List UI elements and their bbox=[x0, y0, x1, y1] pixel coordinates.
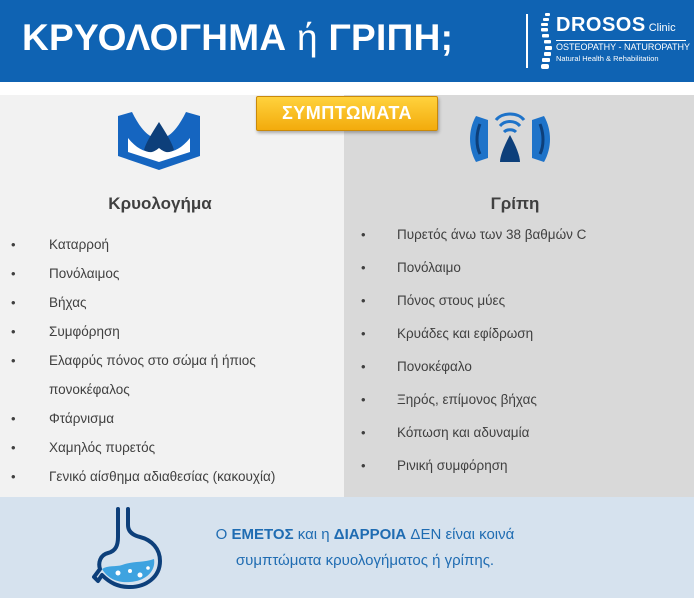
spine-icon bbox=[538, 12, 554, 70]
bullet-icon: • bbox=[11, 295, 16, 310]
bullet-icon: • bbox=[11, 411, 16, 426]
note-line-1: Ο ΕΜΕΤΟΣ και η ΔΙΑΡΡΟΙΑ ΔΕΝ είναι κοινά bbox=[215, 526, 515, 543]
stomach-icon bbox=[88, 505, 170, 593]
list-item-continuation: πονοκέφαλος bbox=[49, 382, 130, 397]
clinic-logo bbox=[538, 12, 691, 72]
flu-symptom-list bbox=[361, 221, 687, 485]
page-title bbox=[22, 10, 453, 66]
note-text bbox=[190, 522, 540, 574]
bullet-icon: • bbox=[361, 326, 366, 341]
bullet-icon: • bbox=[361, 458, 366, 473]
bullet-icon: • bbox=[11, 324, 16, 339]
list-item: • Ελαφρύς πόνος στο σώμα ή ήπιος bbox=[49, 346, 339, 375]
vomiting-emphasis: ΕΜΕΤΟΣ bbox=[231, 526, 294, 543]
diarrhea-emphasis: ΔΙΑΡΡΟΙΑ bbox=[333, 526, 407, 543]
list-item: • Συμφόρηση bbox=[49, 317, 339, 346]
bullet-icon: • bbox=[361, 260, 366, 275]
logo-name: DROSOS Clinic bbox=[556, 14, 676, 36]
list-item: • Πονόλαιμο bbox=[397, 254, 687, 287]
bullet-icon: • bbox=[11, 440, 16, 455]
nose-signal-icon bbox=[466, 102, 554, 172]
list-item: • Ρινική συμφόρηση bbox=[397, 452, 687, 485]
title-or: ή bbox=[297, 17, 318, 58]
bullet-icon: • bbox=[11, 237, 16, 252]
bullet-icon: • bbox=[361, 392, 366, 407]
list-item: • Πονόλαιμος bbox=[49, 259, 339, 288]
note-line-2: συμπτώματα κρυολογήματος ή γρίπης. bbox=[235, 552, 495, 569]
header-banner bbox=[0, 0, 694, 82]
cold-symptom-list bbox=[11, 230, 339, 491]
list-item: • Κρυάδες και εφίδρωση bbox=[397, 320, 687, 353]
title-flu: ΓΡΙΠΗ; bbox=[328, 17, 454, 58]
bullet-icon: • bbox=[11, 469, 16, 484]
list-item: • Πυρετός άνω των 38 βαθμών C bbox=[397, 221, 687, 254]
list-item: • Πονοκέφαλο bbox=[397, 353, 687, 386]
list-item: • Γενικό αίσθημα αδιαθεσίας (κακουχία) bbox=[49, 462, 339, 491]
bullet-icon: • bbox=[11, 266, 16, 281]
title-cold: ΚΡΥΟΛΟΓΗΜΑ bbox=[22, 17, 287, 58]
list-item: • Χαμηλός πυρετός bbox=[49, 433, 339, 462]
list-item: • Πόνος στους μύες bbox=[397, 287, 687, 320]
header-divider bbox=[526, 14, 528, 68]
logo-rule bbox=[556, 40, 686, 41]
bullet-icon: • bbox=[361, 227, 366, 242]
logo-tagline: OSTEOPATHY - NATUROPATHY bbox=[556, 42, 691, 52]
bullet-icon: • bbox=[11, 353, 16, 368]
flu-title: Γρίπη bbox=[490, 194, 540, 213]
list-item: • Κόπωση και αδυναμία bbox=[397, 419, 687, 452]
cold-title: Κρυολογήμα bbox=[108, 194, 212, 213]
logo-subtagline: Natural Health & Rehabilitation bbox=[556, 54, 659, 63]
list-item: • Ξηρός, επίμονος βήχας bbox=[397, 386, 687, 419]
symptoms-badge: ΣΥΜΠΤΩΜΑΤΑ bbox=[256, 96, 438, 131]
list-item: • Βήχας bbox=[49, 288, 339, 317]
bullet-icon: • bbox=[361, 293, 366, 308]
list-item: • Φτάρνισμα bbox=[49, 404, 339, 433]
list-item: • Καταρροή bbox=[49, 230, 339, 259]
nose-drip-icon bbox=[114, 108, 204, 172]
bullet-icon: • bbox=[361, 359, 366, 374]
bullet-icon: • bbox=[361, 425, 366, 440]
